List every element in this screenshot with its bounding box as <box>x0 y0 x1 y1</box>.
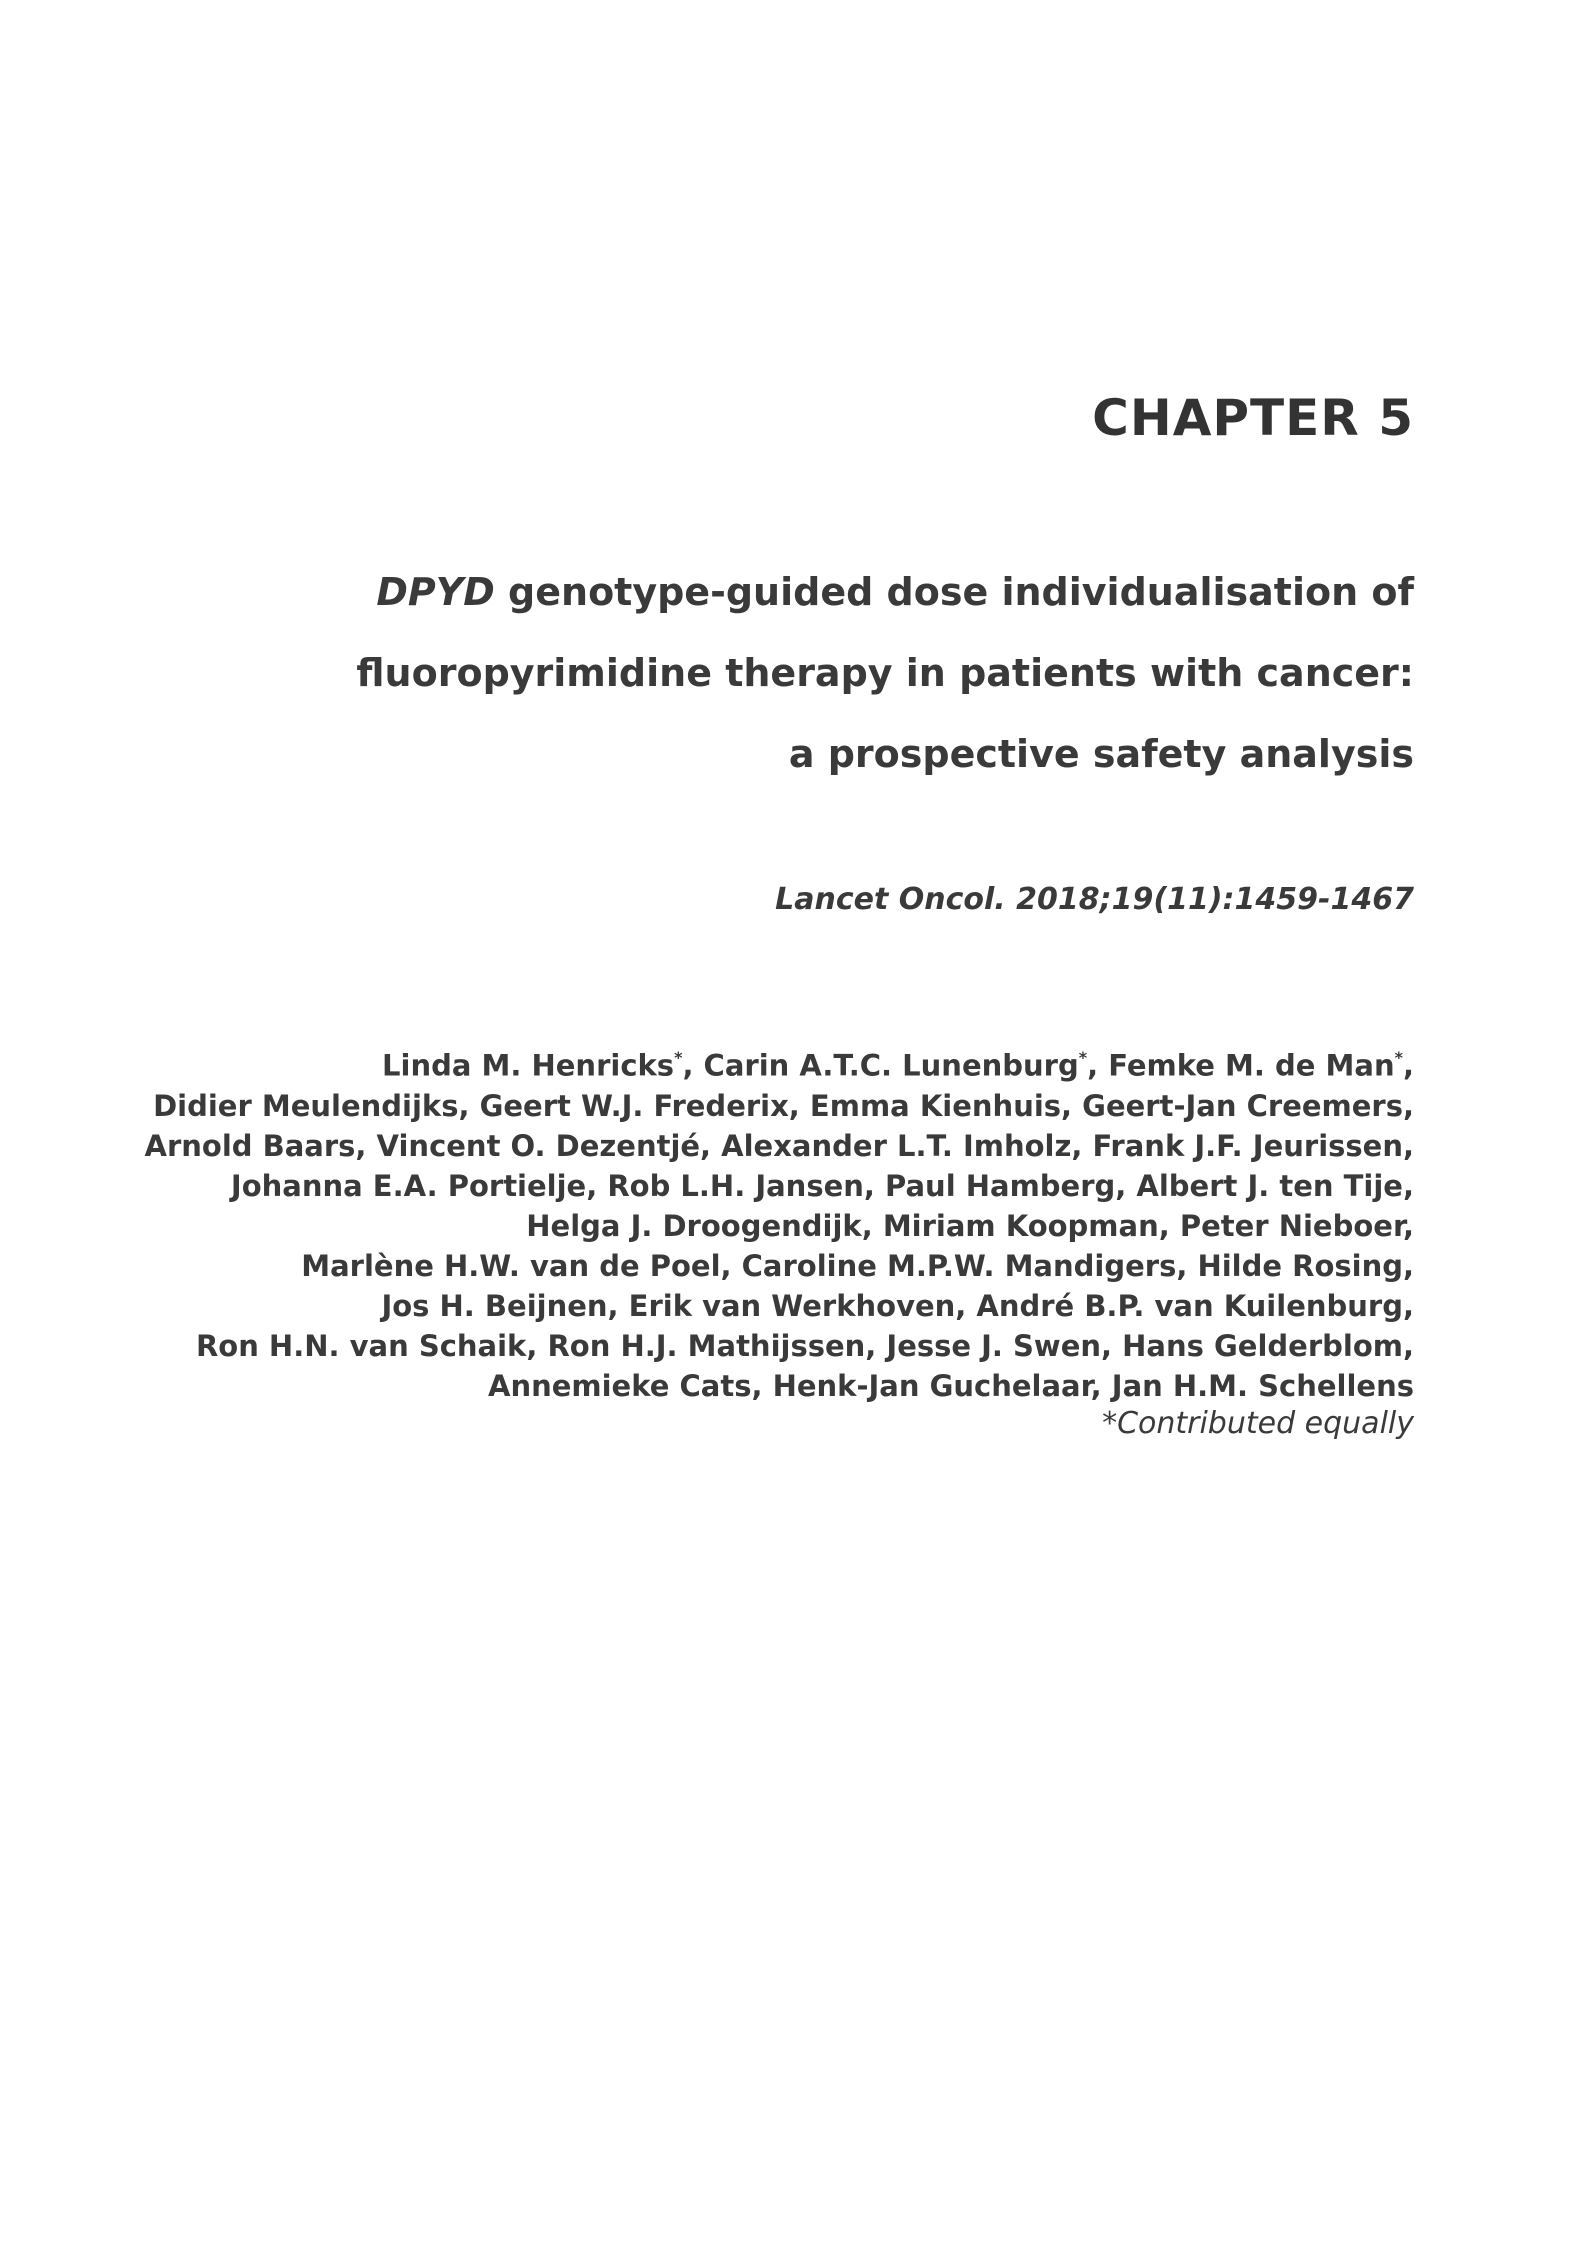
author-line-1 <box>145 1040 1414 1086</box>
chapter-heading: CHAPTER 5 <box>1092 389 1414 447</box>
author-de-man: , Femke M. de Man <box>1087 1048 1395 1083</box>
author-line: Jos H. Beijnen, Erik van Werkhoven, André B.P. van Kuilenburg, <box>381 1288 1414 1323</box>
equal-contribution-mark: * <box>674 1048 683 1067</box>
title-line-3: a prospective safety analysis <box>788 732 1414 776</box>
author-line: Helga J. Droogendijk, Miriam Koopman, Peter Nieboer, <box>526 1208 1414 1243</box>
title-line-2: fluoropyrimidine therapy in patients with cancer: <box>356 651 1414 695</box>
citation: Lancet Oncol. 2018;19(11):1459-1467 <box>775 882 1414 917</box>
contribution-note: *Contributed equally <box>1102 1406 1414 1441</box>
title-line-1 <box>356 552 1414 633</box>
author-line: Annemieke Cats, Henk-Jan Guchelaar, Jan H.M. Schellens <box>488 1368 1414 1403</box>
author-henricks: Linda M. Henricks <box>382 1048 675 1083</box>
author-line: Arnold Baars, Vincent O. Dezentjé, Alexander L.T. Imholz, Frank J.F. Jeurissen, <box>144 1128 1414 1163</box>
equal-contribution-mark: * <box>1394 1048 1403 1067</box>
author-line: Ron H.N. van Schaik, Ron H.J. Mathijssen, Jesse J. Swen, Hans Gelderblom, <box>195 1328 1414 1363</box>
author-lunenburg: , Carin A.T.C. Lunenburg <box>682 1048 1079 1083</box>
author-line-1-end: , <box>1402 1048 1414 1083</box>
chapter-title <box>356 552 1414 795</box>
author-line: Marlène H.W. van de Poel, Caroline M.P.W. Mandigers, Hilde Rosing, <box>301 1248 1414 1283</box>
author-line: Johanna E.A. Portielje, Rob L.H. Jansen, Paul Hamberg, Albert J. ten Tije, <box>230 1168 1414 1203</box>
author-list <box>145 1040 1414 1406</box>
equal-contribution-mark: * <box>1078 1048 1088 1067</box>
title-gene-name: DPYD <box>376 570 495 614</box>
author-line: Didier Meulendijks, Geert W.J. Frederix, Emma Kienhuis, Geert-Jan Creemers, <box>153 1088 1414 1123</box>
title-line-1-rest: genotype-guided dose individualisation of <box>494 570 1414 614</box>
